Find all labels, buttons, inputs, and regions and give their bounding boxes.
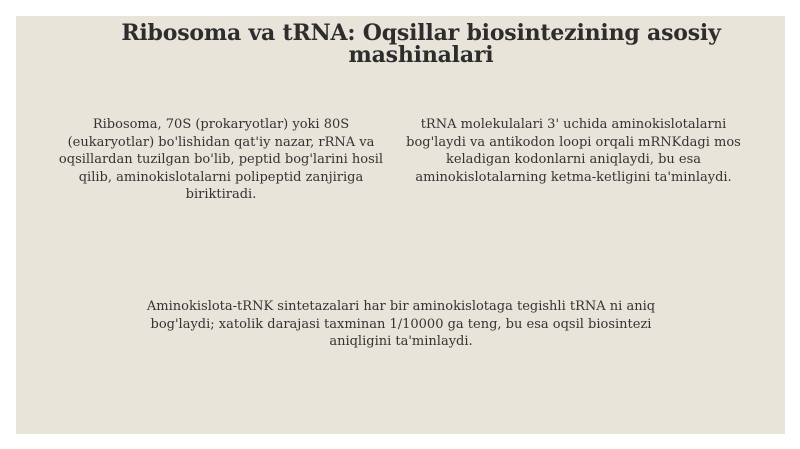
left-paragraph: Ribosoma, 70S (prokaryotlar) yoki 80S (eukaryotlar) bo'lishidan qat'iy nazar, rRNA va oqsillardan tuzilgan bo'lib, peptid bog'larini hosil qilib, aminokislotalarni polipeptid zanjiriga biriktiradi.: [58, 117, 384, 202]
slide: [16, 16, 785, 434]
right-paragraph: tRNA molekulalari 3' uchida aminokislotalarni bog'laydi va antikodon loopi orqali mRNKdagi mos keladigan kodonlarni aniqlaydi, bu esa aminokislotalarning ketma-ketligini ta'minlaydi.: [406, 117, 741, 185]
bottom-paragraph: Aminokislota-tRNK sintetazalari har bir aminokislotaga tegishli tRNA ni aniq bog'laydi; xatolik darajasi taxminan 1/10000 ga teng, bu esa oqsil biosintezi aniqligini ta'minlaydi.: [146, 299, 656, 349]
slide-title: Ribosoma va tRNA: Oqsillar biosintezining asosiy mashinalari: [121, 20, 721, 68]
